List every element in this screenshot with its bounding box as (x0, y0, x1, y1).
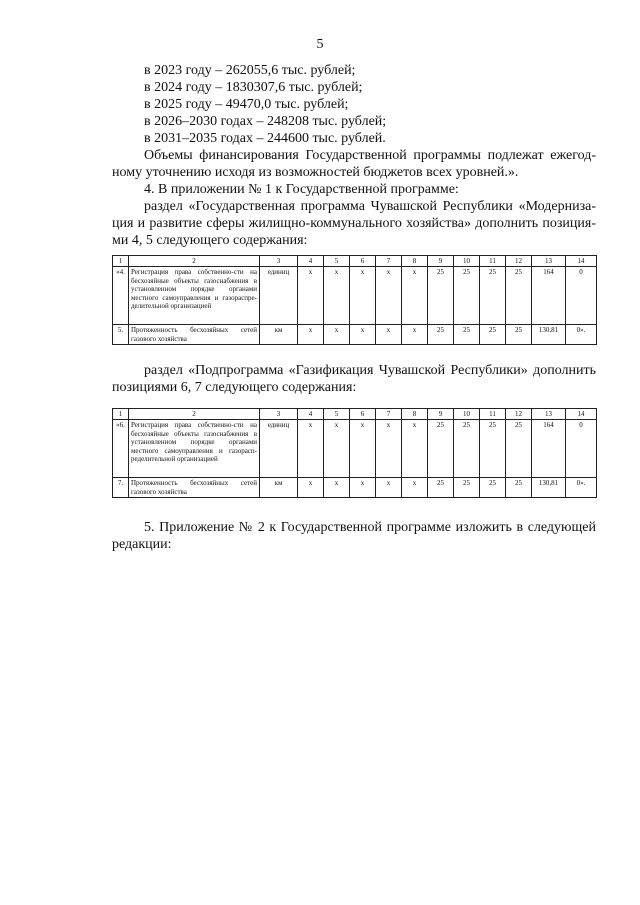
financing-refinement-paragraph (112, 147, 596, 181)
table-header-row (113, 409, 597, 420)
header-cell: 6 (350, 256, 376, 267)
header-cell: 14 (566, 256, 597, 267)
table-cell: х (324, 325, 350, 345)
table-cell: 25 (480, 267, 506, 325)
financing-line-2024: в 2024 году – 1830307,6 тыс. рублей; (144, 80, 363, 95)
appendix-2-paragraph (112, 519, 596, 553)
header-cell: 8 (402, 409, 428, 420)
table-cell: 164 (532, 420, 566, 478)
table-cell: х (350, 420, 376, 478)
table-cell: 25 (506, 325, 532, 345)
subprogram-amendment-paragraph (112, 362, 596, 396)
amendment-item-4: 4. В приложении № 1 к Государственной программе: (144, 182, 459, 197)
header-cell: 6 (350, 409, 376, 420)
paragraph-line: 5. Приложение № 2 к Государственной программе изложить в следующей (144, 520, 596, 535)
paragraph-line: ми 4, 5 следующего содержания: (112, 233, 308, 248)
table-cell: км (260, 478, 298, 498)
header-cell: 11 (480, 256, 506, 267)
table-cell: 0». (566, 478, 597, 498)
table-cell: х (298, 267, 324, 325)
positions-table-2 (112, 408, 597, 498)
table-cell: х (376, 420, 402, 478)
table-cell: 130,81 (532, 325, 566, 345)
header-cell: 4 (298, 256, 324, 267)
header-cell: 3 (260, 256, 298, 267)
paragraph-line: ному уточнению исходя из возможностей бюджетов всех уровней.». (112, 165, 519, 180)
table-cell: 25 (428, 325, 454, 345)
table-cell: 25 (480, 325, 506, 345)
table-row (113, 420, 597, 478)
financing-line-2023: в 2023 году – 262055,6 тыс. рублей; (144, 63, 356, 78)
table-cell: х (298, 420, 324, 478)
table-cell: х (402, 325, 428, 345)
table-cell: 25 (428, 478, 454, 498)
header-cell: 14 (566, 409, 597, 420)
table-cell-description: Протяженность бесхозяйных сетей газового хозяйства (129, 325, 260, 345)
table-cell: х (324, 420, 350, 478)
header-cell: 1 (113, 409, 129, 420)
paragraph-line: редакции: (112, 537, 172, 552)
table-cell: х (350, 267, 376, 325)
header-cell: 11 (480, 409, 506, 420)
section-amendment-paragraph (112, 198, 596, 249)
header-cell: 9 (428, 409, 454, 420)
table-cell-description: Регистрация права собственно-сти на бесхозяйные объекты газоснабжения в установленном порядке органами местного самоуправления и газораспре-делительной организацией (129, 267, 260, 325)
header-cell: 1 (113, 256, 129, 267)
header-cell: 12 (506, 409, 532, 420)
table-cell-description: Регистрация права собственно-сти на бесхозяйные объекты газоснабжения в установленном порядке органами местного самоуправления и газорасп-ределительной организацией (129, 420, 260, 478)
header-cell: 5 (324, 409, 350, 420)
financing-line-2025: в 2025 году – 49470,0 тыс. рублей; (144, 97, 349, 112)
table-row (113, 267, 597, 325)
paragraph-line: раздел «Подпрограмма «Газификация Чувашской Республики» дополнить (144, 363, 596, 378)
table-cell: «6. (113, 420, 129, 478)
header-cell: 4 (298, 409, 324, 420)
table-cell: х (376, 325, 402, 345)
table-cell: 25 (428, 267, 454, 325)
table-cell: х (350, 325, 376, 345)
header-cell: 7 (376, 256, 402, 267)
table-cell: 0 (566, 420, 597, 478)
header-cell: 12 (506, 256, 532, 267)
table-header-row (113, 256, 597, 267)
table-cell: х (298, 325, 324, 345)
header-cell: 13 (532, 409, 566, 420)
table-cell: 25 (428, 420, 454, 478)
table-cell: х (376, 478, 402, 498)
paragraph-line: Объемы финансирования Государственной программы подлежат ежегод- (144, 148, 596, 163)
header-cell: 10 (454, 256, 480, 267)
header-cell: 3 (260, 409, 298, 420)
table-cell-description: Протяженность бесхозяйных сетей газового хозяйства (129, 478, 260, 498)
table-cell: х (376, 267, 402, 325)
table-cell: х (350, 478, 376, 498)
table-cell: х (324, 267, 350, 325)
table-cell: х (402, 420, 428, 478)
header-cell: 7 (376, 409, 402, 420)
table-cell: 25 (454, 267, 480, 325)
table-cell: единиц (260, 420, 298, 478)
paragraph-line: раздел «Государственная программа Чувашской Республики «Модерниза- (144, 199, 596, 214)
header-cell: 9 (428, 256, 454, 267)
table-cell: 25 (454, 478, 480, 498)
table-cell: единиц (260, 267, 298, 325)
table-cell: х (402, 267, 428, 325)
table-cell: 25 (506, 420, 532, 478)
table-cell: 7. (113, 478, 129, 498)
financing-line-2031-2035: в 2031–2035 годах – 244600 тыс. рублей. (144, 131, 386, 146)
table-cell: 25 (454, 420, 480, 478)
table-cell: 25 (506, 267, 532, 325)
table-row (113, 478, 597, 498)
table-cell: 5. (113, 325, 129, 345)
header-cell: 13 (532, 256, 566, 267)
table-cell: 25 (454, 325, 480, 345)
table-cell: х (402, 478, 428, 498)
header-cell: 10 (454, 409, 480, 420)
table-cell: 130,81 (532, 478, 566, 498)
table-cell: 25 (480, 478, 506, 498)
header-cell: 5 (324, 256, 350, 267)
page-number: 5 (316, 37, 324, 52)
table-cell: х (298, 478, 324, 498)
financing-line-2026-2030: в 2026–2030 годах – 248208 тыс. рублей; (144, 114, 387, 129)
table-cell: км (260, 325, 298, 345)
table-cell: х (324, 478, 350, 498)
table-cell: «4. (113, 267, 129, 325)
table-cell: 25 (480, 420, 506, 478)
paragraph-line: позициями 6, 7 следующего содержания: (112, 380, 357, 395)
financing-block (112, 62, 596, 249)
paragraph-line: ция и развитие сферы жилищно-коммунального хозяйства» дополнить позиция- (112, 216, 596, 231)
table-row (113, 325, 597, 345)
positions-table-1 (112, 255, 597, 345)
header-cell: 8 (402, 256, 428, 267)
table-cell: 25 (506, 478, 532, 498)
header-cell: 2 (129, 409, 260, 420)
table-cell: 164 (532, 267, 566, 325)
table-cell: 0». (566, 325, 597, 345)
header-cell: 2 (129, 256, 260, 267)
table-cell: 0 (566, 267, 597, 325)
